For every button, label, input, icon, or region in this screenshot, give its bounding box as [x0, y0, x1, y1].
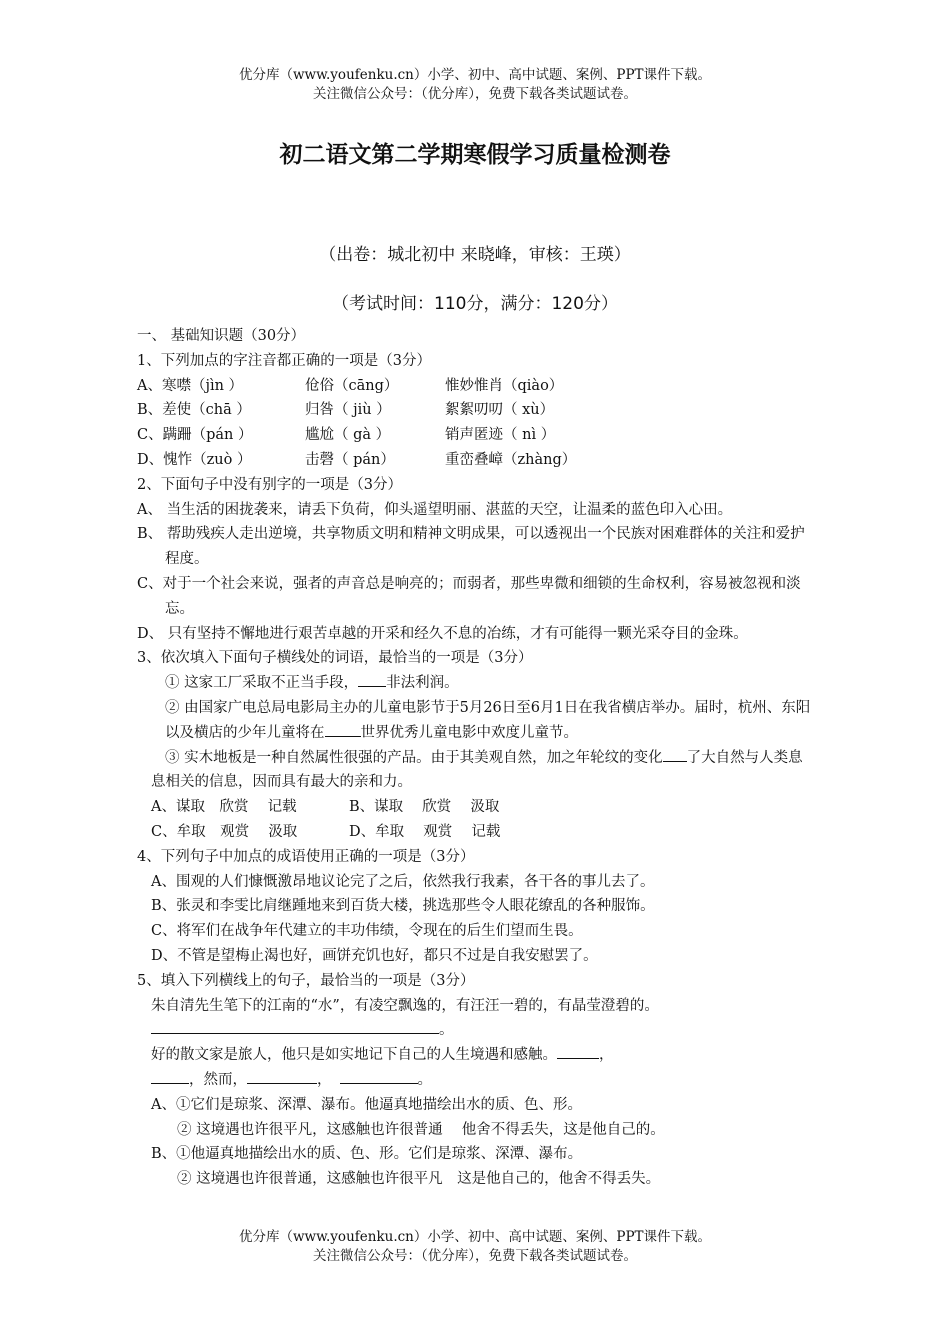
q5-p3-end: 。: [417, 1071, 432, 1088]
q1-b-3: 絮絮叨叨（ xù）: [445, 402, 555, 419]
q1-b-2: 归咎（ jiù ）: [305, 402, 391, 419]
q3-s1-tail: 非法利润。: [386, 675, 459, 692]
q1-a-2: 伧俗（cāng）: [305, 377, 399, 394]
header-line-1: 优分库（www.youfenku.cn）小学、初中、高中试题、案例、PPT课件下载。: [238, 67, 712, 83]
q5-p2-text: 好的散文家是旅人，他只是如实地记下自己的人生境遇和感触。: [151, 1047, 557, 1064]
q5-p3-mid: ，然而，: [189, 1071, 247, 1088]
q4-option-b: B、张灵和李雯比肩继踵地来到百货大楼，挑选那些令人眼花缭乱的各种服饰。: [151, 898, 655, 915]
q5-blank-1[interactable]: [151, 1019, 439, 1034]
q1-option-a: [137, 374, 817, 399]
q5-passage-2: [137, 1043, 817, 1068]
q5-stem: 5、填入下列横线上的句子，最恰当的一项是（3分）: [137, 972, 475, 989]
q1-c-3: 销声匿迹（ nì ）: [445, 427, 556, 444]
q5-p3-comma: ，: [317, 1071, 332, 1088]
exam-time-line: （考试时间：110分，满分：120分）: [332, 294, 618, 314]
q1-d-3: 重峦叠嶂（zhàng）: [445, 451, 577, 468]
q3-option-c: C、牟取 观赏 汲取: [151, 823, 298, 840]
q3-s1-text: ① 这家工厂采取不正当手段，: [165, 675, 359, 692]
footer-line-2: 关注微信公众号：（优分库），免费下载各类试题试卷。: [313, 1248, 637, 1264]
q5-blank-line-2: [137, 1068, 817, 1093]
q2-option-a: A、 当生活的困拢袭来，请丢下负荷，仰头遥望明丽、湛蓝的天空，让温柔的蓝色印入心田。: [137, 501, 733, 518]
q4-option-c: C、将军们在战争年代建立的丰功伟绩，令现在的后生们望而生畏。: [151, 923, 583, 940]
q1-a-3: 惟妙惟肖（qiào）: [445, 377, 564, 394]
q3-option-d: D、牟取 观赏 记载: [349, 823, 501, 840]
q1-stem: 1、下列加点的字注音都正确的一项是（3分）: [137, 352, 431, 369]
q3-s3-text: ③ 实木地板是一种自然属性很强的产品。由于其美观自然，加之年轮纹的变化: [165, 749, 663, 766]
author-line: （出卷：城北初中 来晓峰，审核：王瑛）: [319, 245, 631, 265]
q2-option-d: D、 只有坚持不懈地进行艰苦卓越的开采和经久不息的冶练，才有可能得一颗光采夺目的金珠。: [137, 625, 748, 642]
q5-option-b-2: ② 这境遇也许很普通，这感触也许很平凡 这是他自己的，他舍不得丢失。: [177, 1171, 661, 1188]
q1-option-d: [137, 448, 817, 473]
section-heading: 一、 基础知识题（30分）: [137, 328, 306, 344]
q1-c-2: 尴尬（ gà ）: [305, 427, 391, 444]
q2-stem: 2、下面句子中没有别字的一项是（3分）: [137, 476, 402, 493]
q3-s3-tail: 了大自然与人类息息相关的信息，因而具有最大的亲和力。: [151, 749, 803, 791]
q1-option-b: [137, 398, 817, 423]
q2-option-b: B、 帮助残疾人走出逆境，共享物质文明和精神文明成果，可以透视出一个民族对困难群体的关注和爱护程度。: [137, 526, 805, 568]
q3-sentence-3: [137, 746, 817, 796]
q4-option-a: A、围观的人们慷慨激昂地议论完了之后，依然我行我素，各干各的事儿去了。: [151, 873, 655, 890]
q5-option-a-2: ② 这境遇也许很平凡，这感触也许很普通 他舍不得丢失，这是他自己的。: [177, 1121, 665, 1138]
header-line-2: 关注微信公众号：（优分库），免费下载各类试题试卷。: [313, 86, 637, 102]
q3-blank-2[interactable]: [325, 722, 361, 737]
q3-s2-tail: 世界优秀儿童电影中欢度儿童节。: [360, 724, 578, 741]
q5-option-a-1: A、①它们是琼浆、深潭、瀑布。他逼真地描绘出水的质、色、形。: [151, 1096, 582, 1113]
q3-blank-3[interactable]: [663, 747, 687, 762]
q5-passage-1: 朱自清先生笔下的江南的“水”，有凌空飘逸的，有汪汪一碧的，有晶莹澄碧的。: [151, 997, 659, 1014]
q4-option-d: D、不管是望梅止渴也好，画饼充饥也好，都只不过是自我安慰罢了。: [151, 947, 598, 964]
q3-option-b: B、谋取 欣赏 汲取: [349, 799, 500, 816]
q5-blank-5[interactable]: [340, 1069, 418, 1084]
q3-sentence-1: [137, 671, 817, 696]
q3-stem: 3、依次填入下面句子横线处的词语，最恰当的一项是（3分）: [137, 650, 533, 667]
q5-option-b-1: B、①他逼真地描绘出水的质、色、形。它们是琼浆、深潭、瀑布。: [151, 1146, 583, 1163]
q2-option-c: C、对于一个社会来说，强者的声音总是响亮的；而弱者，那些卑微和细锁的生命权利，容易被忽视和淡忘。: [137, 575, 801, 617]
q5-blank-1-end: 。: [439, 1022, 454, 1039]
footer-line-1: 优分库（www.youfenku.cn）小学、初中、高中试题、案例、PPT课件下载。: [238, 1229, 712, 1245]
q5-p2-end: ，: [599, 1047, 614, 1064]
q5-blank-2[interactable]: [557, 1044, 599, 1059]
q4-stem: 4、下列句子中加点的成语使用正确的一项是（3分）: [137, 848, 475, 865]
q3-options-ab: [137, 795, 817, 820]
exam-title: 初二语文第二学期寒假学习质量检测卷: [279, 142, 671, 168]
q1-d-2: 击磬（ pán）: [305, 451, 395, 468]
q3-option-a: A、谋取 欣赏 记载: [151, 799, 297, 816]
q1-c-1: C、蹒跚（pán ）: [137, 427, 253, 444]
q3-s2-text: ② 由国家广电总局电影局主办的儿童电影节于5月26日至6月1日在我省横店举办。届时，杭州、东阳以及横店的少年儿童将在: [165, 699, 811, 741]
q5-blank-4[interactable]: [247, 1069, 317, 1084]
q3-blank-1[interactable]: [358, 672, 386, 687]
q1-d-1: D、愧怍（zuò ）: [137, 451, 252, 468]
q3-sentence-2: [137, 696, 817, 746]
q5-blank-3[interactable]: [151, 1069, 189, 1084]
q3-options-cd: [137, 820, 817, 845]
q5-blank-line-1: [137, 1018, 817, 1043]
exam-body: [137, 324, 817, 1192]
q1-option-c: [137, 423, 817, 448]
q1-a-1: A、寒噤（jìn ）: [137, 377, 244, 394]
q1-b-1: B、差使（chā ）: [137, 402, 251, 419]
